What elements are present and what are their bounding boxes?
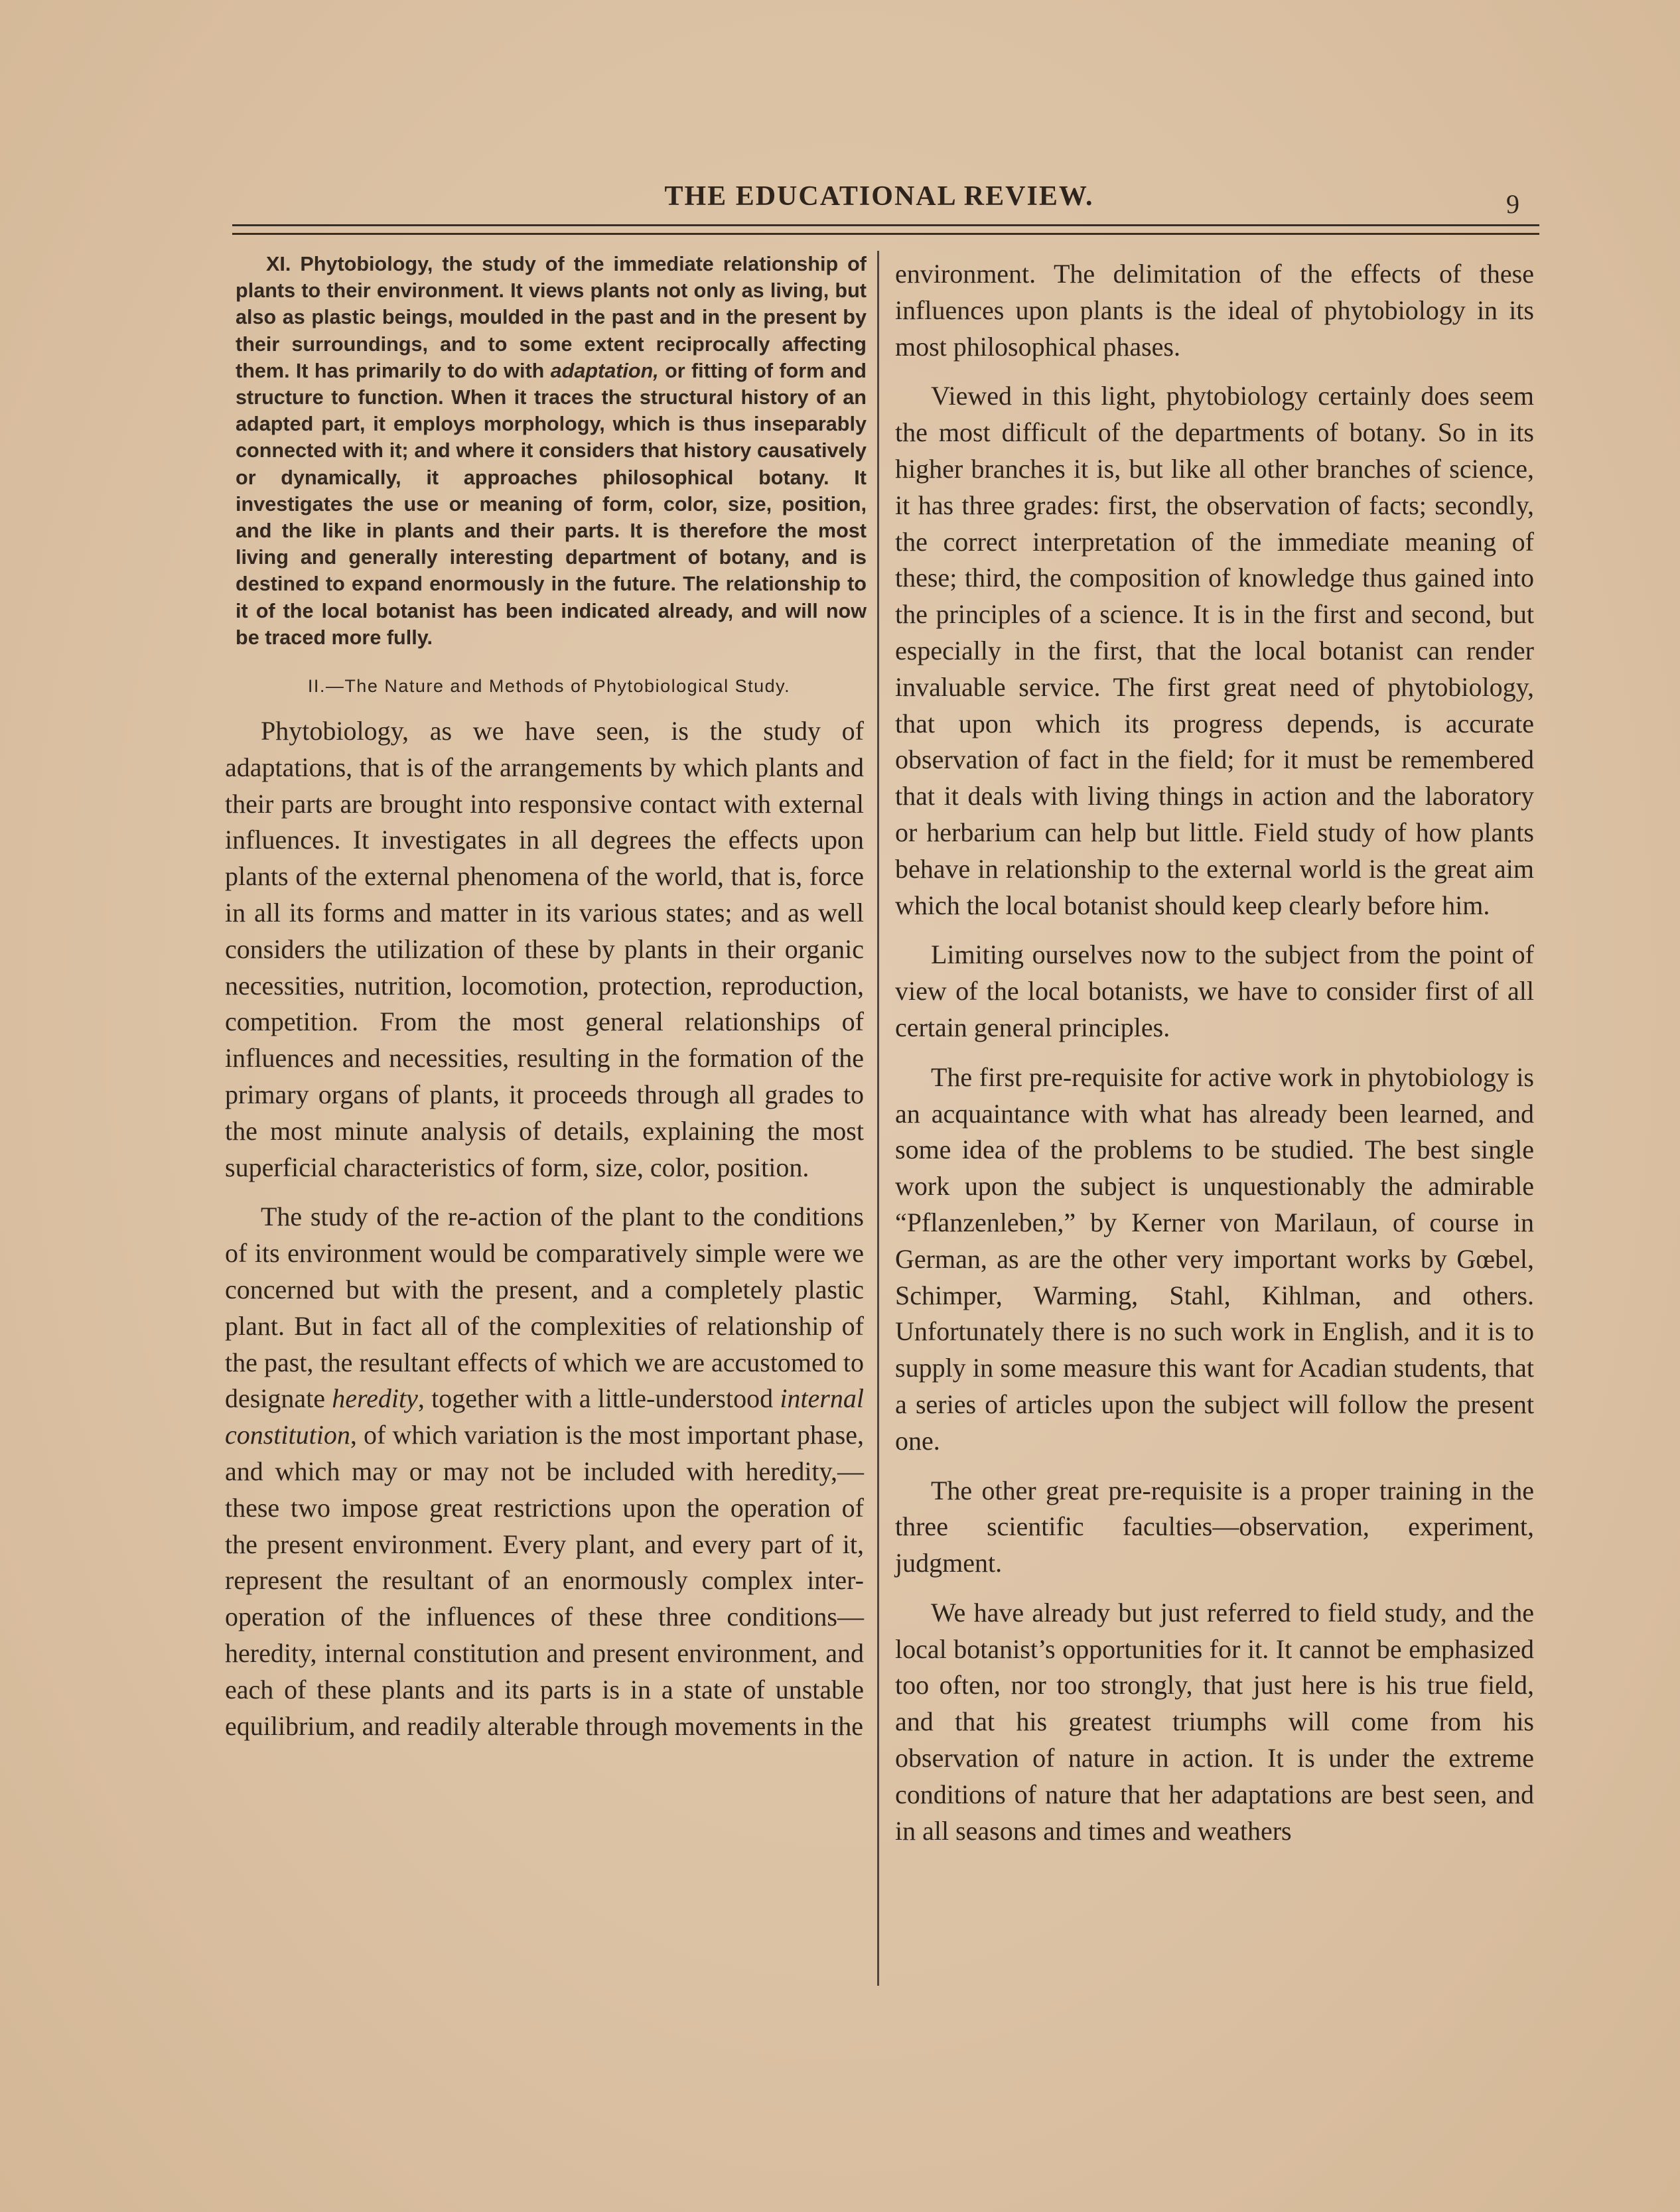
paragraph-viewed: Viewed in this light, phytobiology certainly does seem the most difficult of the departments of botany. So in its higher branches it is, but like all other branches of science, it has three grades: first, the observation of facts; secondly, the correct interpretation of the immediate meaning of these; third, the composition of knowledge thus gained into the principles of a science. It is in the first and second, but especially in the first, that the local botanist can render invaluable service. The first great need of phytobiology, that upon which its progress depends, is accurate observation of fact in the field; for it must be remembered that it deals with living things in action and the laboratory or herbarium can help but little. Field study of how plants behave in relationship to the external world is the great aim which the local botanist should keep clearly before him. [895,381,1534,920]
paragraph-first-prerequisite: The first pre-requisite for active work in phytobiology is an acquaintance with what has already been learned, and some idea of the problems to be studied. The best single work upon the subject is unquestionably the admirable “Pflanzenleben,” by Kerner von Marilaun, of course in German, as are the other very important works by Gœbel, Schimper, Warming, Stahl, Kihlman, and others. Unfortunately there is no such work in English, and it is to supply in some measure this want for Acadian students, that a series of articles upon the subject will follow the present one. [895,1062,1534,1456]
heredity-italic: heredity [332,1383,418,1414]
left-column [222,251,876,1744]
section-xi-lead: XI. Phytobiology, [266,253,433,275]
internal-constitution-italic: internal constitution [225,1383,864,1450]
section-xi-italic: adaptation, [550,359,659,382]
section-xi-text-1: the study of the immediate relationship of plants to their environment. It views plants not only as living, but also as plastic beings, moulded in the past and in the present by their surroundings, and to some extent reciprocally affecting them. It has primarily to do with [236,253,867,382]
paragraph-limiting: Limiting ourselves now to the subject from the point of view of the local botanists, we have to consider first of all certain general principles. [895,939,1534,1042]
journal-title: THE EDUCATIONAL REVIEW. [664,181,1094,212]
running-head [226,180,1533,220]
section-xi-text-2: or fitting of form and structure to function. When it traces the structural history of an adapted part, it employs morphology, which is thus inseparably connected with it; and where it considers that history causatively or dynamically, it approaches philosophical botany. It investigates the use or meaning of form, color, size, position, and the like in plants and their parts. It is therefore the most living and generally interesting department of botany, and is destined to expand enormously in the future. The relationship to it of the local botanist has been indicated already, and will now be traced more fully. [236,359,867,649]
reaction-text-3: , of which variation is the most important phase, and which may or may not be included with heredity,—these two impose great restrictions upon the operation of the present environment. Every plant, and every part of it, represent the resultant of an enormously complex inter-operation of the influences of these three conditions—heredity, internal constitution and present environment, and each of these plants and its parts is in a state of unstable equilibrium, and readily alterable through movements in the [225,1420,864,1741]
paragraph-continued: environment. The delimitation of the effects of these influences upon plants is the ideal of phytobiology in its most philosophical phases. [895,259,1534,362]
column-divider [877,251,879,1986]
paragraph-field-study: We have already but just referred to field study, and the local botanist’s opportunities for it. It cannot be emphasized too often, nor too strongly, that just here is his true field, and that his greatest triumphs will come from his observation of nature in action. It is under the extreme conditions of nature that her adaptations are best seen, and in all seasons and times and weathers [895,1597,1534,1846]
reaction-text-2: , together with a little-understood [417,1383,780,1414]
section-heading: II.—The Nature and Methods of Phytobiological Study. [307,676,791,697]
page-number: 9 [1506,189,1519,219]
paragraph-reaction [222,1199,876,1744]
right-column [892,256,1539,1849]
paragraph-adaptations: Phytobiology, as we have seen, is the study of adaptations, that is of the arrangements by which plants and their parts are brought into responsive contact with external influences. It investigates in all degrees the effects upon plants of the external phenomena of the world, that is, force in all its forms and matter in its various states; and as well considers the utilization of these by plants in their organic necessities, nutrition, locomotion, protection, reproduction, competition. From the most general relationships of influences and necessities, resulting in the formation of the primary organs of plants, it proceeds through all grades to the most minute analysis of details, explaining the most superficial characteristics of form, size, color, position. [225,716,864,1182]
reaction-text-1: The study of the re-action of the plant to the conditions of its environment would be comparatively simple were we concerned but with the present, and a completely plastic plant. But in fact all of the complexities of relationship of the past, the resultant effects of which we are accustomed to designate [225,1202,864,1414]
header-rule [232,224,1539,235]
section-xi-paragraph [222,251,876,651]
paragraph-other-prerequisite: The other great pre-requisite is a proper training in the three scientific faculties—observation, experiment, judgment. [895,1475,1534,1578]
